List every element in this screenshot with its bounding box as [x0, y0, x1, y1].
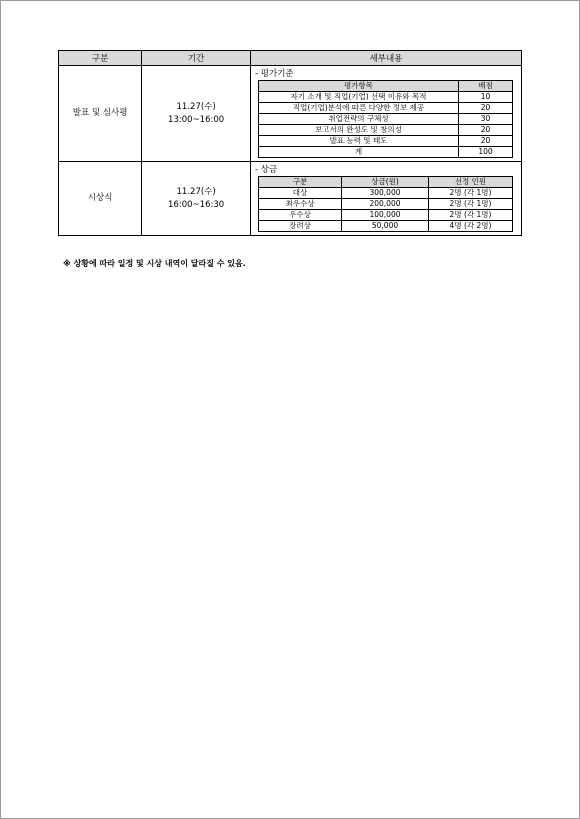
header-category: 구분 — [59, 51, 142, 66]
criteria-total-row — [259, 147, 513, 158]
row-time: 13:00~16:00 — [168, 114, 225, 125]
row-category: 시상식 — [59, 162, 142, 236]
row-date: 11.27(수) — [176, 101, 216, 112]
prize-header-count: 선정 인원 — [429, 177, 513, 188]
prize-category: 장려상 — [259, 221, 342, 232]
criteria-score: 30 — [459, 114, 513, 125]
header-period: 기간 — [142, 51, 251, 66]
criteria-row — [259, 103, 513, 114]
prize-row — [259, 221, 513, 232]
prize-row — [259, 210, 513, 221]
criteria-row — [259, 114, 513, 125]
prize-category: 최우수상 — [259, 199, 342, 210]
criteria-item: 직업(기업)분석에 따른 다양한 정보 제공 — [259, 103, 459, 114]
prize-count: 2명 (각 1명) — [429, 188, 513, 199]
prize-row — [259, 188, 513, 199]
schedule-table — [58, 50, 522, 236]
criteria-score: 20 — [459, 125, 513, 136]
prize-heading: - 상금 — [255, 165, 278, 175]
prize-amount: 50,000 — [342, 221, 429, 232]
criteria-score: 20 — [459, 103, 513, 114]
prize-header-row — [259, 177, 513, 188]
prize-header-category: 구분 — [259, 177, 342, 188]
header-details: 세부내용 — [251, 51, 522, 66]
row-details — [251, 162, 522, 236]
criteria-row — [259, 136, 513, 147]
criteria-total-label: 계 — [259, 147, 459, 158]
criteria-header-score: 배점 — [459, 81, 513, 92]
criteria-row — [259, 125, 513, 136]
criteria-score: 10 — [459, 92, 513, 103]
prize-amount: 300,000 — [342, 188, 429, 199]
prize-amount: 100,000 — [342, 210, 429, 221]
prize-row — [259, 199, 513, 210]
criteria-heading: - 평가기준 — [255, 69, 294, 79]
prize-count: 2명 (각 1명) — [429, 199, 513, 210]
criteria-item: 취업전략의 구체성 — [259, 114, 459, 125]
prize-category: 우수상 — [259, 210, 342, 221]
footnote: ※ 상황에 따라 일정 및 시상 내역이 달라질 수 있음. — [63, 259, 246, 268]
prize-count: 2명 (각 1명) — [429, 210, 513, 221]
criteria-item: 보고서의 완성도 및 창의성 — [259, 125, 459, 136]
criteria-score: 20 — [459, 136, 513, 147]
table-row — [59, 162, 522, 236]
row-time: 16:00~16:30 — [168, 199, 225, 210]
criteria-table — [258, 80, 513, 158]
table-header-row — [59, 51, 522, 66]
prize-count: 4명 (각 2명) — [429, 221, 513, 232]
row-period — [142, 162, 251, 236]
criteria-item: 발표 능력 및 태도 — [259, 136, 459, 147]
prize-table — [258, 176, 513, 232]
row-details — [251, 66, 522, 162]
row-period — [142, 66, 251, 162]
criteria-row — [259, 92, 513, 103]
row-category: 발표 및 심사평 — [59, 66, 142, 162]
table-row — [59, 66, 522, 162]
criteria-total-score: 100 — [459, 147, 513, 158]
prize-category: 대상 — [259, 188, 342, 199]
criteria-header-item: 평가항목 — [259, 81, 459, 92]
criteria-header-row — [259, 81, 513, 92]
criteria-item: 자기 소개 및 직업(기업) 선택 이유와 목적 — [259, 92, 459, 103]
prize-header-amount: 상금(원) — [342, 177, 429, 188]
prize-amount: 200,000 — [342, 199, 429, 210]
row-date: 11.27(수) — [176, 186, 216, 197]
